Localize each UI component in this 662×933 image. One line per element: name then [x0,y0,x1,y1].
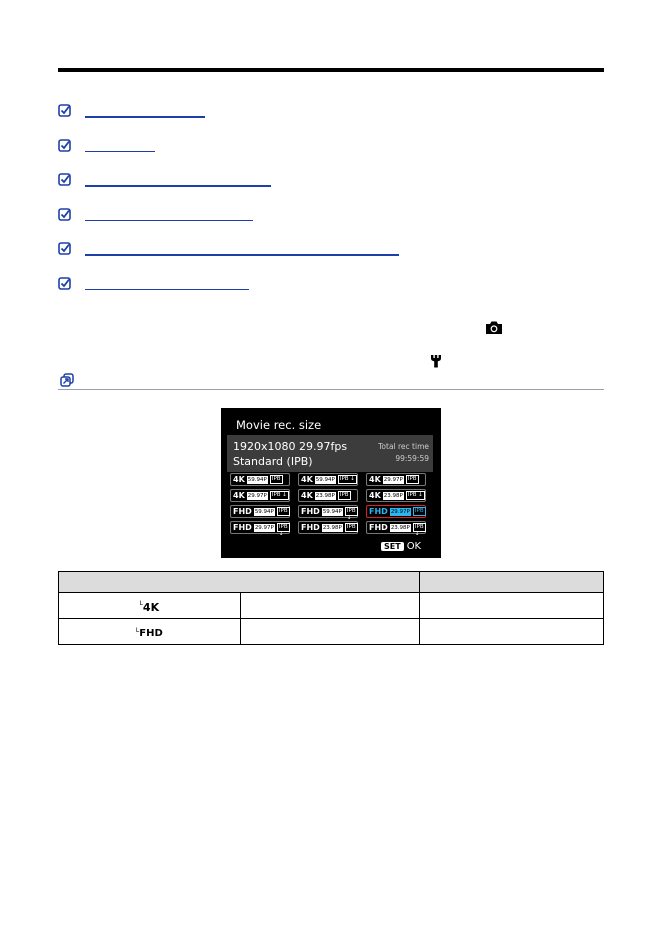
selected-size: 1920x1080 29.97fps [233,440,348,453]
table-cell [59,593,241,619]
movie-size-option[interactable] [366,473,426,486]
fhd-size-icon: L FHD [135,627,163,639]
movie-size-option[interactable] [298,489,358,502]
option-frame-rate: 23.98P [383,492,403,499]
link-item[interactable] [58,104,604,139]
total-rec-time-value: 99:59:59 [395,454,429,463]
option-frame-rate: 23.98P [315,492,335,499]
table-row [59,619,604,645]
total-rec-time-label: Total rec time [378,442,429,451]
option-resolution: FHD [233,523,252,532]
option-resolution: FHD [301,523,320,532]
option-frame-rate: 23.98P [390,524,410,531]
section-divider [58,389,604,390]
link-list [58,104,604,312]
link-underline[interactable] [85,254,399,256]
header-cell [59,572,420,593]
option-frame-rate: 29.97P [390,508,410,515]
option-frame-rate: 59.94P [315,476,335,483]
movie-size-option[interactable] [298,473,358,486]
checkbox-link-icon [58,208,71,221]
option-compression: IPB ↓ [339,476,355,482]
option-resolution: FHD [301,507,320,516]
movie-size-option[interactable] [230,505,290,518]
option-resolution: FHD [369,523,388,532]
option-frame-rate: 59.94P [322,508,342,515]
4k-size-icon: L 4K [139,600,160,614]
info-panel [227,435,433,472]
table-row [59,593,604,619]
checkbox-link-icon [58,104,71,117]
movie-size-option[interactable] [366,521,426,537]
checkbox-link-icon [58,242,71,255]
link-item[interactable] [58,139,604,174]
option-frame-rate: 29.97P [383,476,403,483]
spec-table [58,571,604,645]
movie-size-option[interactable] [298,505,358,521]
link-item[interactable] [58,208,604,243]
movie-size-option[interactable] [230,489,290,502]
option-compression: IPB ↓ [278,524,288,537]
checkbox-link-icon [58,139,71,152]
link-underline[interactable] [85,185,271,187]
movie-size-option[interactable] [298,521,358,534]
option-resolution: 4K [369,475,381,484]
table-header-row [59,572,604,593]
option-frame-rate: 29.97P [254,524,274,531]
option-resolution: 4K [369,491,381,500]
option-resolution: 4K [301,491,313,500]
option-frame-rate: 23.98P [322,524,342,531]
option-resolution: 4K [301,475,313,484]
option-compression: IPB [278,508,288,514]
link-item[interactable] [58,173,604,208]
option-frame-rate: 59.94P [254,508,274,515]
set-label: SET [381,542,404,551]
selected-compression: Standard (IPB) [233,455,313,468]
table-cell [59,619,241,645]
cross-reference-icon[interactable] [60,373,74,387]
option-resolution: 4K [233,475,245,484]
option-compression: IPB ↓ [407,492,423,498]
option-compression: IPB [271,476,281,482]
option-compression: IPB [346,524,356,530]
movie-size-option[interactable] [230,473,290,486]
option-compression: IPB [414,508,424,514]
table-cell [240,619,420,645]
movie-size-option[interactable] [366,489,426,502]
menu-title: Movie rec. size [236,418,322,432]
link-underline[interactable] [85,116,205,118]
set-ok-button[interactable] [381,541,421,552]
link-underline[interactable] [85,220,253,222]
link-item[interactable] [58,242,604,277]
checkbox-link-icon [58,173,71,186]
top-rule [58,68,604,72]
option-compression: IPB ↓ [346,508,356,521]
link-underline[interactable] [85,151,155,153]
ok-label: OK [406,541,422,552]
movie-size-option[interactable] [366,505,426,518]
option-compression: IPB [339,492,349,498]
movie-size-option[interactable] [230,521,290,537]
option-frame-rate: 29.97P [247,492,267,499]
camera-icon [485,320,503,335]
link-underline[interactable] [85,289,249,291]
link-item[interactable] [58,277,604,312]
option-compression: IPB ↓ [271,492,287,498]
table-cell [420,593,604,619]
option-resolution: 4K [233,491,245,500]
option-resolution: FHD [233,507,252,516]
option-compression: IPB [407,476,417,482]
table-cell [240,593,420,619]
header-cell [420,572,604,593]
camera-menu-screenshot [221,408,441,558]
table-cell [420,619,604,645]
wrench-icon [430,354,442,368]
option-compression: IPB ↓ [414,524,424,537]
checkbox-link-icon [58,277,71,290]
option-resolution: FHD [369,507,388,516]
option-frame-rate: 59.94P [247,476,267,483]
